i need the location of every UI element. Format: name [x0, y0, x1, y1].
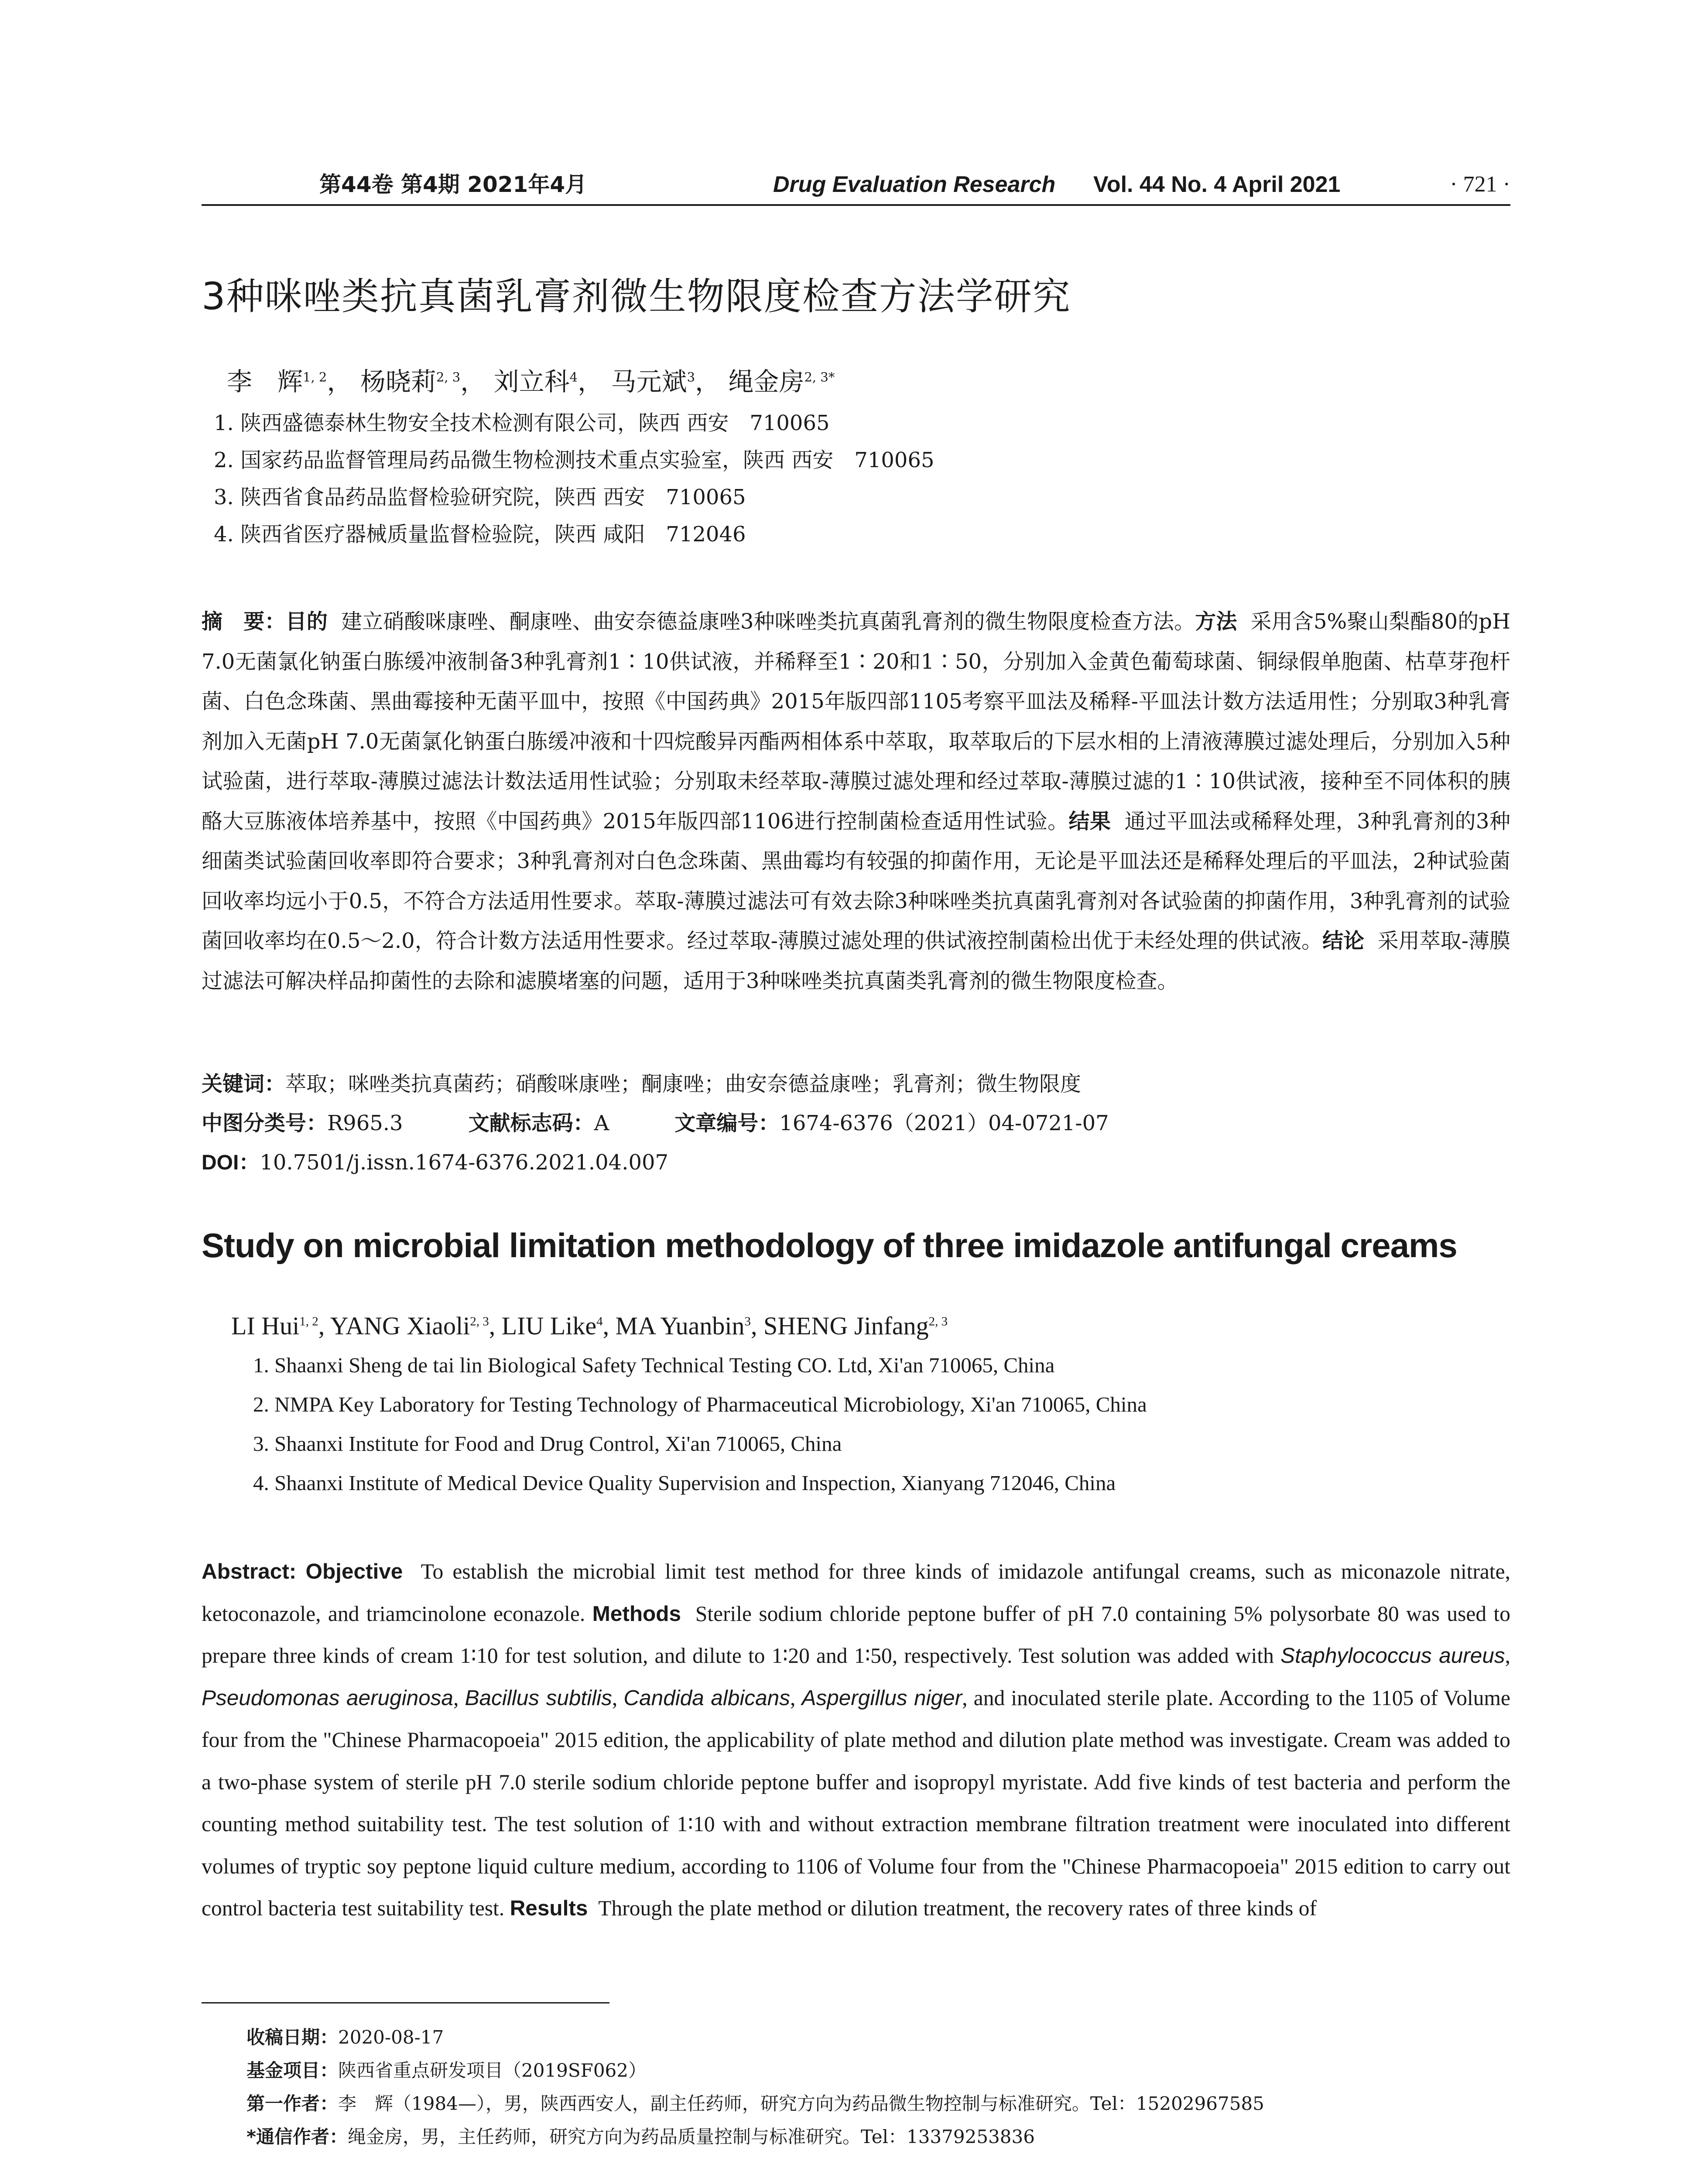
- author-en-name: MA Yuanbin: [615, 1312, 745, 1340]
- footnote-received: [246, 2024, 444, 2051]
- author-cn-name: 杨晓莉: [360, 367, 436, 397]
- footnote-label: *通信作者：: [246, 2126, 348, 2147]
- author-cn-sup: 2, 3: [436, 369, 461, 385]
- article-no-label: 文章编号：: [674, 1111, 780, 1135]
- header-journal-cn: 第44卷 第4期 2021年4月: [319, 172, 587, 197]
- conclusion-text: 采用萃取-薄膜过滤法可解决样品抑菌性的去除和滤膜堵塞的问题，适用于3种咪唑类抗真菌类乳膏剂的微生物限度检查。: [202, 929, 1510, 993]
- authors-cn: [227, 364, 835, 399]
- author-sep: ，: [578, 367, 603, 397]
- conclusion-label: 结论: [1322, 929, 1365, 953]
- author-en-sup: 3: [744, 1314, 751, 1329]
- author-cn-sup: 2, 3*: [804, 369, 835, 385]
- organism-name: Bacillus subtilis: [465, 1685, 612, 1710]
- header-journal-name: Drug Evaluation Research: [773, 172, 1056, 197]
- affiliation-cn: 4. 陕西省医疗器械质量监督检验院，陕西 咸阳 712046: [214, 522, 746, 547]
- objective-label-en: Objective: [305, 1559, 403, 1583]
- author-en-name: YANG Xiaoli: [330, 1312, 470, 1340]
- organism-name: Pseudomonas aeruginosa: [202, 1685, 453, 1710]
- keywords-text: 萃取；咪唑类抗真菌药；硝酸咪康唑；酮康唑；曲安奈德益康唑；乳膏剂；微生物限度: [285, 1072, 1082, 1096]
- footnote-corresponding: [246, 2123, 1035, 2150]
- header-page-number: · 721 ·: [1450, 172, 1510, 197]
- header-journal-issue: Vol. 44 No. 4 April 2021: [1093, 172, 1341, 197]
- doi-label: DOI：: [202, 1151, 260, 1174]
- author-cn-sup: 1, 2: [303, 369, 327, 385]
- clc-label: 中图分类号：: [202, 1111, 328, 1135]
- affiliation-en: 4. Shaanxi Institute of Medical Device Quality Supervision and Inspection, Xianyang 712046, China: [253, 1471, 1116, 1495]
- affiliation-en: 3. Shaanxi Institute for Food and Drug Control, Xi'an 710065, China: [253, 1432, 842, 1456]
- footnote-text: 绳金房，男，主任药师，研究方向为药品质量控制与标准研究。Tel：13379253836: [347, 2126, 1035, 2147]
- abstract-cn-label: 摘 要：: [202, 609, 286, 634]
- affiliation-en: 2. NMPA Key Laboratory for Testing Technology of Pharmaceutical Microbiology, Xi'an 710065, China: [253, 1392, 1147, 1416]
- author-cn-name: 绳金房: [728, 367, 804, 397]
- author-sep: ,: [602, 1312, 616, 1340]
- author-en-sup: 1, 2: [299, 1314, 318, 1329]
- results-label-en: Results: [510, 1896, 588, 1920]
- author-en-sup: 2, 3: [470, 1314, 489, 1329]
- author-cn-name: 李 辉: [227, 367, 303, 397]
- affiliation-cn: 3. 陕西省食品药品监督检验研究院，陕西 西安 710065: [214, 485, 746, 509]
- abstract-en-label: Abstract:: [202, 1559, 297, 1583]
- affiliation-cn: 1. 陕西盛德泰林生物安全技术检测有限公司，陕西 西安 710065: [214, 411, 830, 435]
- authors-en: [231, 1309, 948, 1343]
- author-en-name: SHENG Jinfang: [763, 1312, 929, 1340]
- abstract-cn: [202, 602, 1510, 1001]
- author-sep: ，: [327, 367, 353, 397]
- footnote-text: 2020-08-17: [338, 2027, 444, 2048]
- organism-name: Staphylococcus aureus: [1280, 1644, 1505, 1668]
- results-text-en: Through the plate method or dilution treatment, the recovery rates of three kinds of: [598, 1896, 1317, 1920]
- doi-line: [202, 1147, 668, 1178]
- title-cn: 3种咪唑类抗真菌乳膏剂微生物限度检查方法学研究: [202, 275, 1071, 318]
- footnote-funding: [246, 2057, 647, 2084]
- running-header: [202, 169, 1510, 204]
- organism-name: Aspergillus niger: [801, 1685, 962, 1710]
- footnote-first-author: [246, 2090, 1264, 2117]
- abstract-en: Abstract: Objective To establish the microbial limit test method for three kinds of imidazole antifungal creams, such as miconazole nitrate, ketoconazole, and triamcinolone econazole. Methods Sterile sodium chloride peptone buffer of pH 7.0 containing 5% polysorbate 80 was used to prepare three kinds of cream 1∶10 for test solution, and dilute to 1∶20 and 1∶50, respectively. Test solution was added with Staphylococcus aureus, Pseudomonas aeruginosa, Bacillus subtilis, Candida albicans, Aspergillus niger, and inoculated sterile plate. According to the 1105 of Volume four from the "Chinese Pharmacopoeia" 2015 edition, the applicability of plate method and dilution plate method was investigate. Cream was added to a two-phase system of sterile pH 7.0 sterile sodium chloride peptone buffer and isopropyl myristate. Add five kinds of test bacteria and perform the counting method suitability test. The test solution of 1∶10 with and without extraction membrane filtration treatment were inoculated into different volumes of tryptic soy peptone liquid culture medium, according to 1106 of Volume four from the "Chinese Pharmacopoeia" 2015 edition to carry out control bacteria test suitability test. Results Through the plate method or dilution treatment, the recovery rates of three kinds of: [202, 1559, 1511, 1920]
- keywords-label: 关键词：: [202, 1072, 286, 1096]
- author-cn-name: 刘立科: [493, 367, 570, 397]
- methods-text-en: Sterile sodium chloride peptone buffer of pH 7.0 containing 5% polysorbate 80 was used to prepare three kinds of cream 1∶10 for test solution, and dilute to 1∶20 and 1∶50, respectively. Test solution was added with: [202, 1601, 1511, 1668]
- methods-text-en-2: and inoculated sterile plate. According to the 1105 of Volume four from the "Chinese Pharmacopoeia" 2015 edition, the applicability of plate method and dilution plate method was investigate. Cream was added to a two-phase system of sterile pH 7.0 sterile sodium chloride peptone buffer and isopropyl myristate. Add five kinds of test bacteria and perform the counting method suitability test. The test solution of 1∶10 with and without extraction membrane filtration treatment were inoculated into different volumes of tryptic soy peptone liquid culture medium, according to 1106 of Volume four from the "Chinese Pharmacopoeia" 2015 edition to carry out control bacteria test suitability test.: [202, 1685, 1511, 1920]
- footnote-rule: [202, 2002, 609, 2003]
- results-text: 通过平皿法或稀释处理，3种乳膏剂的3种细菌类试验菌回收率即符合要求；3种乳膏剂对白色念珠菌、黑曲霉均有较强的抑菌作用，无论是平皿法还是稀释处理后的平皿法，2种试验菌回收率均远小于0.5，不符合方法适用性要求。萃取-薄膜过滤法可有效去除3种咪唑类抗真菌乳膏剂对各试验菌的抑菌作用，3种乳膏剂的试验菌回收率均在0.5～2.0，符合计数方法适用性要求。经过萃取-薄膜过滤处理的供试液控制菌检出优于未经处理的供试液。: [202, 809, 1510, 953]
- author-en-sup: 4: [596, 1314, 603, 1329]
- footnote-text: 李 辉（1984—），男，陕西西安人，副主任药师，研究方向为药品微生物控制与标准研究。Tel：15202967585: [338, 2093, 1264, 2114]
- author-en-name: LI Hui: [231, 1312, 300, 1340]
- footnote-label: 收稿日期：: [246, 2027, 339, 2048]
- author-cn-name: 马元斌: [611, 367, 687, 397]
- header-rule: [202, 204, 1510, 206]
- author-cn-sup: 4: [569, 369, 578, 385]
- affiliation-cn: 2. 国家药品监督管理局药品微生物检测技术重点实验室，陕西 西安 710065: [214, 448, 934, 472]
- doc-code-value: A: [594, 1111, 609, 1135]
- author-cn-sup: 3: [687, 369, 695, 385]
- author-sep: ，: [460, 367, 486, 397]
- author-sep: ,: [318, 1312, 330, 1340]
- author-sep: ,: [751, 1312, 764, 1340]
- results-label: 结果: [1068, 809, 1111, 834]
- article-no-value: 1674-6376（2021）04-0721-07: [779, 1111, 1109, 1135]
- clc-value: R965.3: [327, 1111, 403, 1135]
- footnote-label: 基金项目：: [246, 2060, 339, 2081]
- footnote-text: 陕西省重点研发项目（2019SF062）: [338, 2060, 647, 2081]
- keywords-cn: [202, 1069, 1081, 1099]
- author-sep: ,: [489, 1312, 502, 1340]
- methods-label-en: Methods: [592, 1601, 681, 1626]
- author-sep: ，: [695, 367, 721, 397]
- author-en-sup: 2, 3: [928, 1314, 948, 1329]
- affiliation-en: 1. Shaanxi Sheng de tai lin Biological Safety Technical Testing CO. Ltd, Xi'an 710065, China: [253, 1353, 1055, 1377]
- organism-name: Candida albicans: [623, 1685, 790, 1710]
- title-en: Study on microbial limitation methodology of three imidazole antifungal creams: [202, 1226, 1457, 1265]
- doi-value[interactable]: 10.7501/j.issn.1674-6376.2021.04.007: [260, 1150, 669, 1175]
- methods-text: 采用含5%聚山梨酯80的pH 7.0无菌氯化钠蛋白胨缓冲液制备3种乳膏剂1∶10供试液，并稀释至1∶20和1∶50，分别加入金黄色葡萄球菌、铜绿假单胞菌、枯草芽孢杆菌、白色念珠菌、黑曲霉接种无菌平皿中，按照《中国药典》2015年版四部1105考察平皿法及稀释-平皿法计数方法适用性；分别取3种乳膏剂加入无菌pH 7.0无菌氯化钠蛋白胨缓冲液和十四烷酸异丙酯两相体系中萃取，取萃取后的下层水相的上清液薄膜过滤处理后，分别加入5种试验菌，进行萃取-薄膜过滤法计数法适用性试验；分别取未经萃取-薄膜过滤处理和经过萃取-薄膜过滤的1∶10供试液，接种至不同体积的胰酪大豆胨液体培养基中，按照《中国药典》2015年版四部1106进行控制菌检查适用性试验。: [202, 609, 1510, 834]
- methods-label: 方法: [1195, 609, 1237, 634]
- header-journal-en: [773, 169, 1340, 200]
- objective-text: 建立硝酸咪康唑、酮康唑、曲安奈德益康唑3种咪唑类抗真菌乳膏剂的微生物限度检查方法。: [341, 609, 1195, 634]
- objective-label: 目的: [285, 609, 328, 634]
- doc-code-label: 文献标志码：: [468, 1111, 594, 1135]
- classification-line: [202, 1108, 1109, 1138]
- author-en-name: LIU Like: [501, 1312, 597, 1340]
- footnote-label: 第一作者：: [246, 2093, 339, 2114]
- objective-text-en: To establish the microbial limit test method for three kinds of imidazole antifungal creams, such as miconazole nitrate, ketoconazole, and triamcinolone econazole.: [202, 1559, 1510, 1626]
